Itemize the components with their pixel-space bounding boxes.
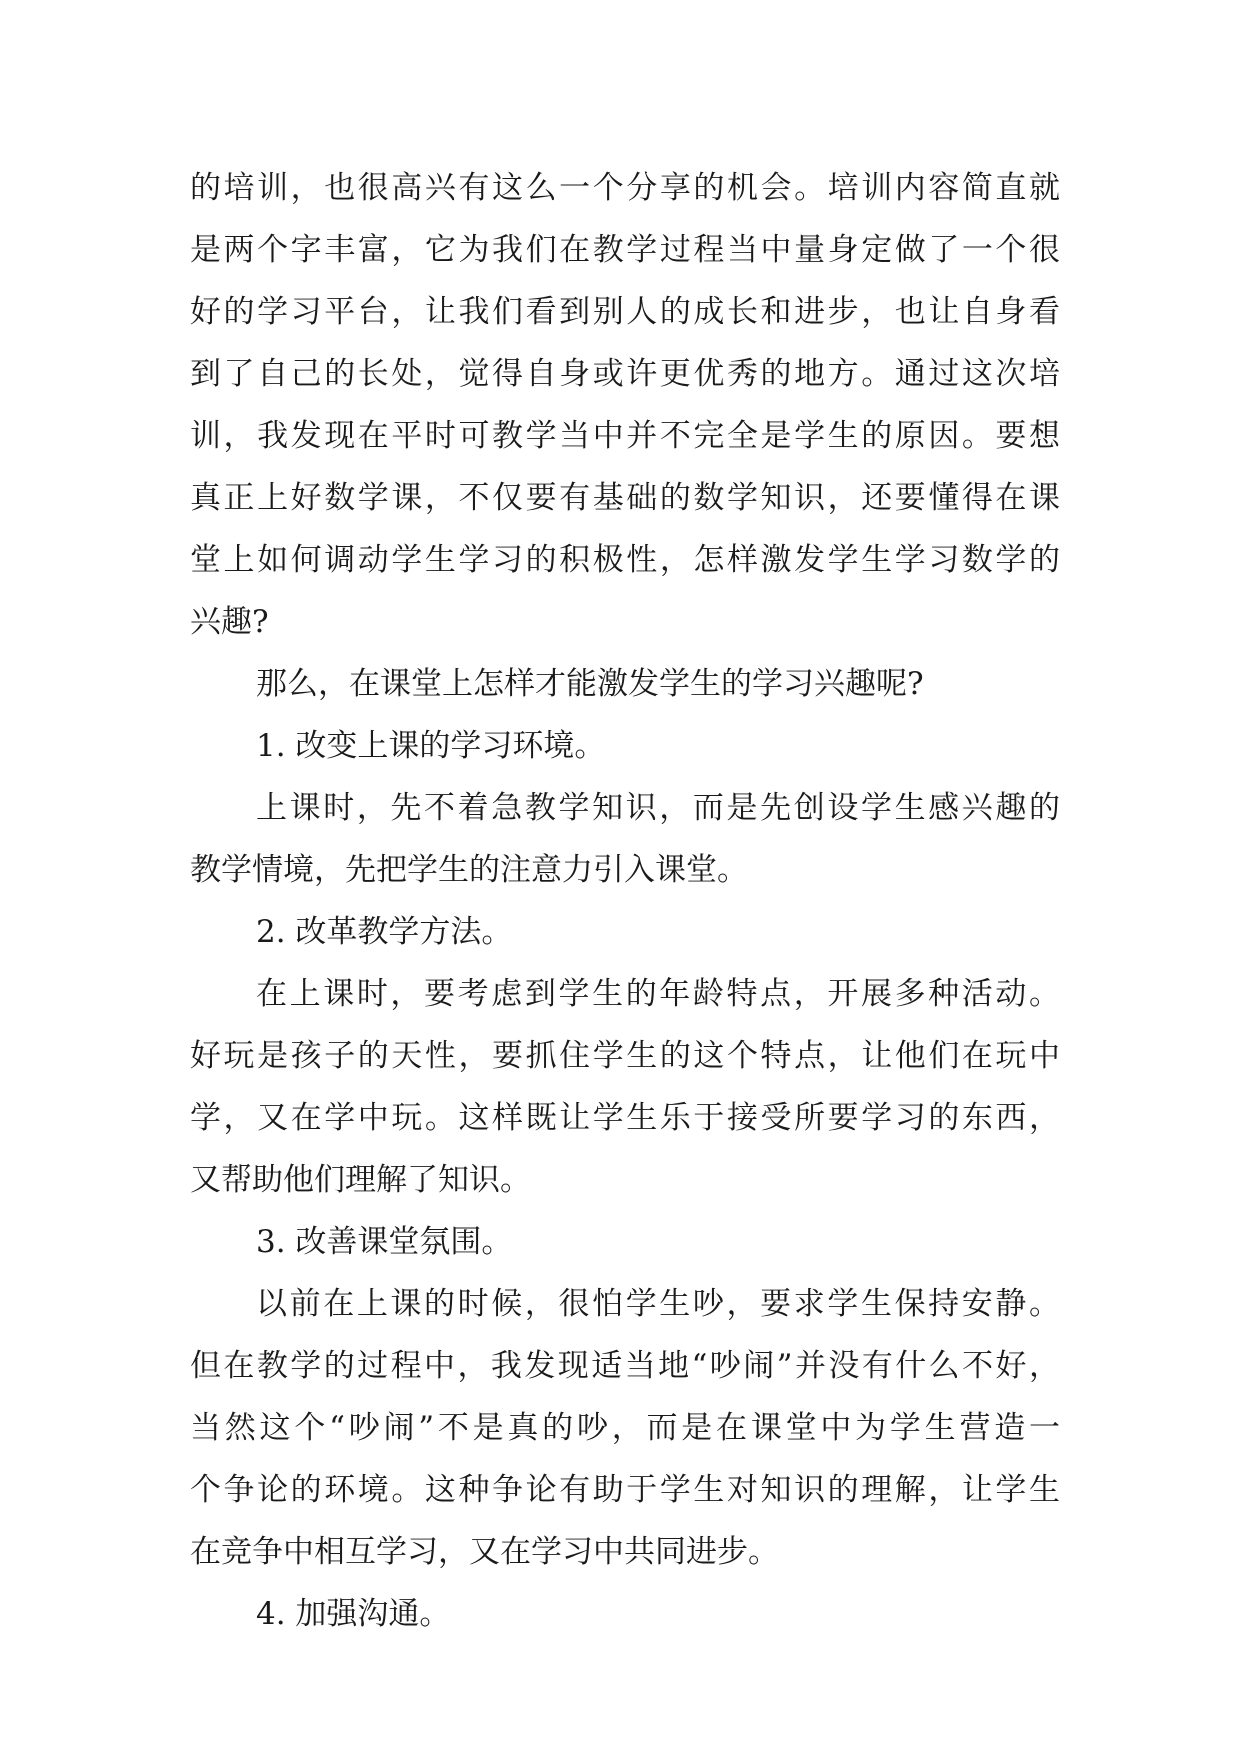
text-line: 又帮助他们理解了知识。	[190, 1162, 531, 1198]
text-line: 学，又在学中玩。这样既让学生乐于接受所要学习的东西，	[190, 1100, 1060, 1136]
text-line: 在竞争中相互学习，又在学习中共同进步。	[190, 1534, 779, 1570]
text-line: 那么，在课堂上怎样才能激发学生的学习兴趣呢?	[256, 666, 924, 702]
text-line: 好的学习平台，让我们看到别人的成长和进步，也让自身看	[190, 294, 1060, 330]
text-line: 当然这个“吵闹”不是真的吵，而是在课堂中为学生营造一	[190, 1410, 1060, 1446]
text-line: 以前在上课的时候，很怕学生吵，要求学生保持安静。	[256, 1286, 1060, 1322]
text-line: 的培训，也很高兴有这么一个分享的机会。培训内容简直就	[190, 170, 1060, 206]
text-line: 训，我发现在平时可教学当中并不完全是学生的原因。要想	[190, 418, 1060, 454]
body-text	[190, 157, 1060, 1645]
text-line: 在上课时，要考虑到学生的年龄特点，开展多种活动。	[256, 976, 1060, 1012]
section-heading: 2. 改革教学方法。	[256, 914, 513, 950]
text-line: 堂上如何调动学生学习的积极性，怎样激发学生学习数学的	[190, 542, 1060, 578]
section-heading: 1. 改变上课的学习环境。	[256, 728, 606, 764]
text-line: 上课时，先不着急教学知识，而是先创设学生感兴趣的	[256, 790, 1060, 826]
text-line: 兴趣?	[190, 604, 269, 640]
section-heading: 3. 改善课堂氛围。	[256, 1224, 513, 1260]
text-line: 好玩是孩子的天性，要抓住学生的这个特点，让他们在玩中	[190, 1038, 1060, 1074]
text-line: 但在教学的过程中，我发现适当地“吵闹”并没有什么不好，	[190, 1348, 1060, 1384]
section-heading: 4. 加强沟通。	[256, 1596, 451, 1632]
text-line: 是两个字丰富，它为我们在教学过程当中量身定做了一个很	[190, 232, 1060, 268]
text-line: 个争论的环境。这种争论有助于学生对知识的理解，让学生	[190, 1472, 1060, 1508]
text-line: 到了自己的长处，觉得自身或许更优秀的地方。通过这次培	[190, 356, 1060, 392]
text-line: 教学情境，先把学生的注意力引入课堂。	[190, 852, 748, 888]
text-line: 真正上好数学课，不仅要有基础的数学知识，还要懂得在课	[190, 480, 1060, 516]
